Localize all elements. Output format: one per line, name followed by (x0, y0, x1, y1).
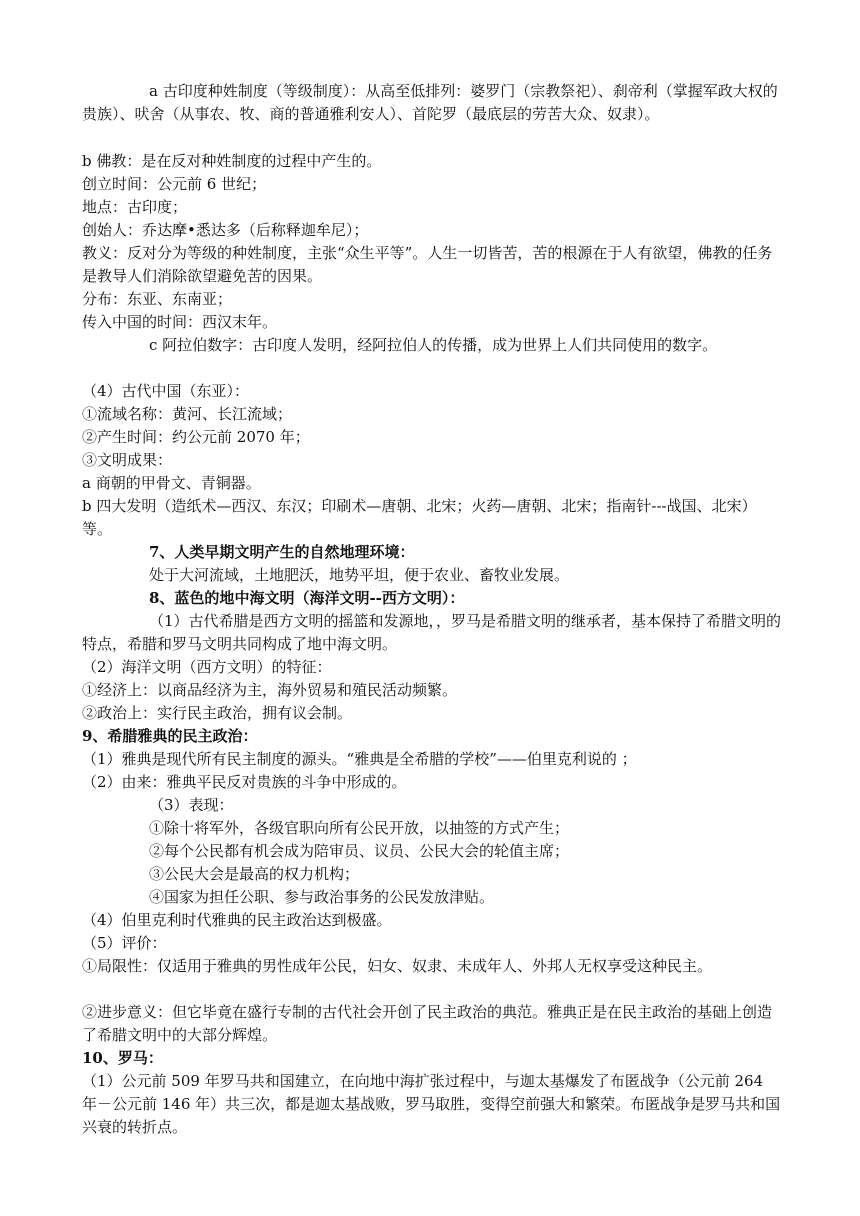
ocean-features-heading: （2）海洋文明（西方文明）的特征： (82, 658, 332, 676)
buddhism-place: 地点：古印度； (82, 198, 188, 216)
buddhism-origin: b 佛教：是在反对种姓制度的过程中产生的。 (82, 152, 382, 170)
china-shang: a 商朝的甲骨文、青铜器。 (82, 474, 261, 492)
china-basin: ①流域名称：黄河、长江流域； (82, 405, 293, 423)
china-time: ②产生时间：约公元前 2070 年； (82, 428, 310, 446)
china-inventions: b 四大发明（造纸术—西汉、东汉；印刷术—唐朝、北宋；火药—唐朝、北宋；指南针---战国、北宋）等。 (82, 497, 757, 538)
mediterranean-origin: （1）古代希腊是西方文明的摇篮和发源地，，罗马是希腊文明的继承者，基本保持了希腊文明的特点，希腊和罗马文明共同构成了地中海文明。 (82, 612, 782, 653)
buddhism-to-china: 传入中国的时间：西汉末年。 (82, 313, 278, 331)
ocean-politics: ②政治上：实行民主政治，拥有议会制。 (82, 704, 353, 722)
india-caste: a 古印度种姓制度（等级制度）：从高至低排列：婆罗门（宗教祭祀）、刹帝利（掌握军政大权的贵族）、吠舍（从事农、牧、商的普通雅利安人）、首陀罗（最底层的劳苦大众、奴隶）。 (82, 82, 778, 123)
buddhism-time: 创立时间：公元前 6 世纪； (82, 175, 267, 193)
buddhism-doctrine: 教义：反对分为等级的种姓制度，主张“众生平等”。人生一切皆苦，苦的根源在于人有欲望，佛教的任务是教导人们消除欲望避免苦的因果。 (82, 244, 773, 285)
athens-manifest-2: ②每个公民都有机会成为陪审员、议员、公民大会的轮值主席； (149, 842, 570, 860)
athens-manifest-4: ④国家为担任公职、参与政治事务的公民发放津贴。 (149, 888, 495, 906)
section-7-text: 处于大河流域，土地肥沃，地势平坦，便于农业、畜牧业发展。 (149, 566, 570, 584)
ocean-economy: ①经济上：以商品经济为主，海外贸易和殖民活动频繁。 (82, 681, 458, 699)
section-7-heading: 7、人类早期文明产生的自然地理环境： (149, 543, 415, 561)
china-heading: （4）古代中国（东亚）： (82, 382, 250, 400)
china-achievements: ③文明成果： (82, 451, 173, 469)
athens-manifest-1: ①除十将军外，各级官职向所有公民开放，以抽签的方式产生； (149, 819, 570, 837)
buddhism-distribution: 分布：东亚、东南亚； (82, 290, 233, 308)
section-8-heading: 8、蓝色的地中海文明（海洋文明--西方文明）： (149, 589, 465, 607)
athens-significance: ②进步意义：但它毕竟在盛行专制的古代社会开创了民主政治的典范。雅典正是在民主政治的基础上创造了希腊文明中的大部分辉煌。 (82, 1003, 773, 1044)
athens-manifest-heading: （3）表现： (149, 796, 234, 814)
buddhism-founder: 创始人：乔达摩•悉达多（后称释迦牟尼）； (82, 221, 369, 239)
section-9-heading: 9、希腊雅典的民主政治： (82, 727, 258, 745)
arabic-numerals: c 阿拉伯数字：古印度人发明，经阿拉伯人的传播，成为世界上人们共同使用的数字。 (149, 336, 718, 354)
athens-manifest-3: ③公民大会是最高的权力机构； (149, 865, 360, 883)
athens-evaluation-heading: （5）评价： (82, 934, 167, 952)
athens-origin: （2）由来：雅典平民反对贵族的斗争中形成的。 (82, 773, 407, 791)
rome-republic: （1）公元前 509 年罗马共和国建立，在向地中海扩张过程中，与迦太基爆发了布匿战争（公元前 264 年－公元前 146 年）共三次，都是迦太基战败，罗马取胜，变得空前强大和繁荣。布匿战争是罗马共和国兴衰的转折点。 (82, 1072, 781, 1136)
athens-peak: （4）伯里克利时代雅典的民主政治达到极盛。 (82, 911, 392, 929)
athens-limitation: ①局限性：仅适用于雅典的男性成年公民，妇女、奴隶、未成年人、外邦人无权享受这种民主。 (82, 957, 713, 975)
athens-source: （1）雅典是现代所有民主制度的源头。“雅典是全希腊的学校”——伯里克利说的 ； (82, 750, 637, 768)
section-10-heading: 10、罗马： (82, 1049, 163, 1067)
